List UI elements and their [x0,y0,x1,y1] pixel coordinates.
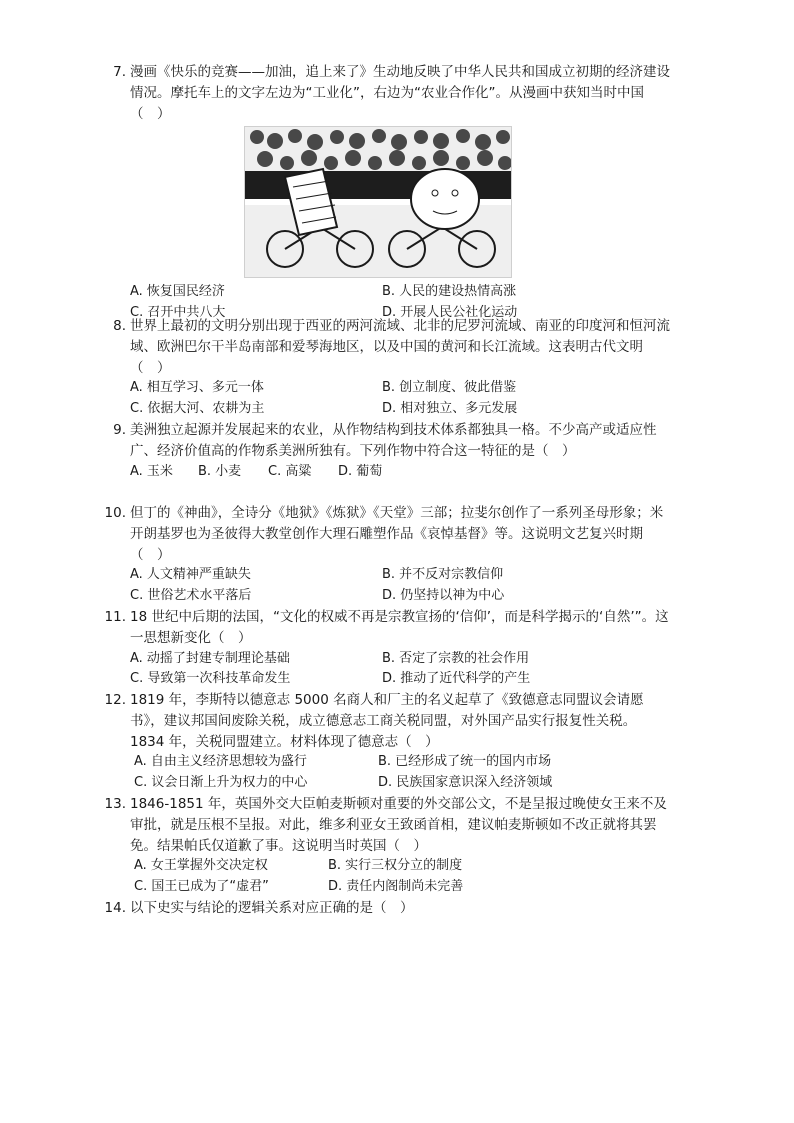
question-stem: 以下史实与结论的逻辑关系对应正确的是（ ） [130,900,414,916]
options-row [130,773,670,794]
options-row [130,462,670,483]
question-stem: 美洲独立起源并发展起来的农业，从作物结构到技术体系都独具一格。不少高产或适应性广、经济价值高的作物系美洲所独有。下列作物中符合这一特征的是（ ） [130,422,657,459]
options-row [130,856,670,877]
question-stem: 漫画《快乐的竞赛——加油，追上来了》生动地反映了中华人民共和国成立初期的经济建设情况。摩托车上的文字左边为“工业化”，右边为“农业合作化”。从漫画中获知当时中国（ ） [130,64,670,122]
option-b[interactable]: B. 创立制度、彼此借鉴 [382,380,517,396]
question-7 [113,62,670,324]
option-a[interactable]: A. 女王掌握外交决定权 [134,858,268,874]
question-number: 9. [113,422,126,438]
question-number: 8. [113,318,126,334]
question-stem: 1819 年，李斯特以德意志 5000 名商人和厂主的名义起草了《致德意志同盟议会请愿书》，建议邦国间废除关税，成立德意志工商关税同盟，对外国产品实行报复性关税。1834 年，关税同盟建立。材料体现了德意志（ ） [130,692,644,750]
options-row [130,565,670,586]
question-11 [104,607,670,690]
option-c[interactable]: C. 召开中共八大 [130,305,226,321]
options-row [130,669,670,690]
option-a[interactable]: A. 人文精神严重缺失 [130,567,251,583]
options-row [130,752,670,773]
option-a[interactable]: A. 相互学习、多元一体 [130,380,264,396]
option-d[interactable]: D. 葡萄 [338,463,383,479]
cartoon-image [244,126,512,278]
option-c[interactable]: C. 依据大河、农耕为主 [130,401,265,417]
option-d[interactable]: D. 民族国家意识深入经济领域 [378,775,553,791]
question-number: 14. [104,900,126,916]
question-number: 13. [104,796,126,812]
question-13 [104,794,670,898]
option-c[interactable]: C. 高粱 [268,463,312,479]
question-10 [104,503,670,607]
options-row [130,399,670,420]
option-b[interactable]: B. 人民的建设热情高涨 [382,284,517,300]
option-d[interactable]: D. 推动了近代科学的产生 [382,671,531,687]
question-stem: 但丁的《神曲》，全诗分《地狱》《炼狱》《天堂》三部；拉斐尔创作了一系列圣母形象；米开朗基罗也为圣彼得大教堂创作大理石雕塑作品《哀悼基督》等。这说明文艺复兴时期（ ） [130,505,664,563]
option-a[interactable]: A. 自由主义经济思想较为盛行 [134,754,307,770]
option-d[interactable]: D. 相对独立、多元发展 [382,401,518,417]
option-c[interactable]: C. 世俗艺术水平落后 [130,588,252,604]
options-row [130,649,670,670]
option-c[interactable]: C. 议会日渐上升为权力的中心 [134,775,308,791]
question-8 [113,316,670,420]
options-row [130,586,670,607]
question-14 [104,898,670,919]
cartoon-illustration [245,127,511,277]
question-number: 7. [113,64,126,80]
option-d[interactable]: D. 开展人民公社化运动 [382,305,518,321]
option-a[interactable]: A. 动摇了封建专制理论基础 [130,650,290,666]
option-b[interactable]: B. 小麦 [198,463,242,479]
option-a[interactable]: A. 玉米 [130,463,173,479]
option-c[interactable]: C. 导致第一次科技革命发生 [130,671,291,687]
options-row [130,282,670,303]
option-b[interactable]: B. 已经形成了统一的国内市场 [378,754,552,770]
option-b[interactable]: B. 实行三权分立的制度 [328,858,463,874]
question-number: 12. [104,692,126,708]
option-d[interactable]: D. 仍坚持以神为中心 [382,588,505,604]
options-row [130,378,670,399]
option-c[interactable]: C. 国王已成为了“虚君” [134,879,269,895]
question-number: 11. [104,609,126,625]
question-9 [113,420,670,482]
option-d[interactable]: D. 责任内阁制尚未完善 [328,879,464,895]
question-12 [104,690,670,794]
question-stem: 世界上最初的文明分别出现于西亚的两河流域、北非的尼罗河流域、南亚的印度河和恒河流域、欧洲巴尔干半岛南部和爱琴海地区，以及中国的黄河和长江流域。这表明古代文明（ ） [130,318,670,376]
options-row [130,877,670,898]
question-stem: 1846-1851 年，英国外交大臣帕麦斯顿对重要的外交部公文，不是呈报过晚使女王来不及审批，就是压根不呈报。对此，维多利亚女王致函首相，建议帕麦斯顿如不改正就将其罢免。结果帕氏仅道歉了事。这说明当时英国（ ） [130,796,667,854]
question-number: 10. [104,505,126,521]
option-a[interactable]: A. 恢复国民经济 [130,284,225,300]
question-stem: 18 世纪中后期的法国，“文化的权威不再是宗教宣扬的‘信仰’，而是科学揭示的‘自然’”。这一思想新变化（ ） [130,609,669,646]
option-b[interactable]: B. 并不反对宗教信仰 [382,567,504,583]
option-b[interactable]: B. 否定了宗教的社会作用 [382,650,530,666]
